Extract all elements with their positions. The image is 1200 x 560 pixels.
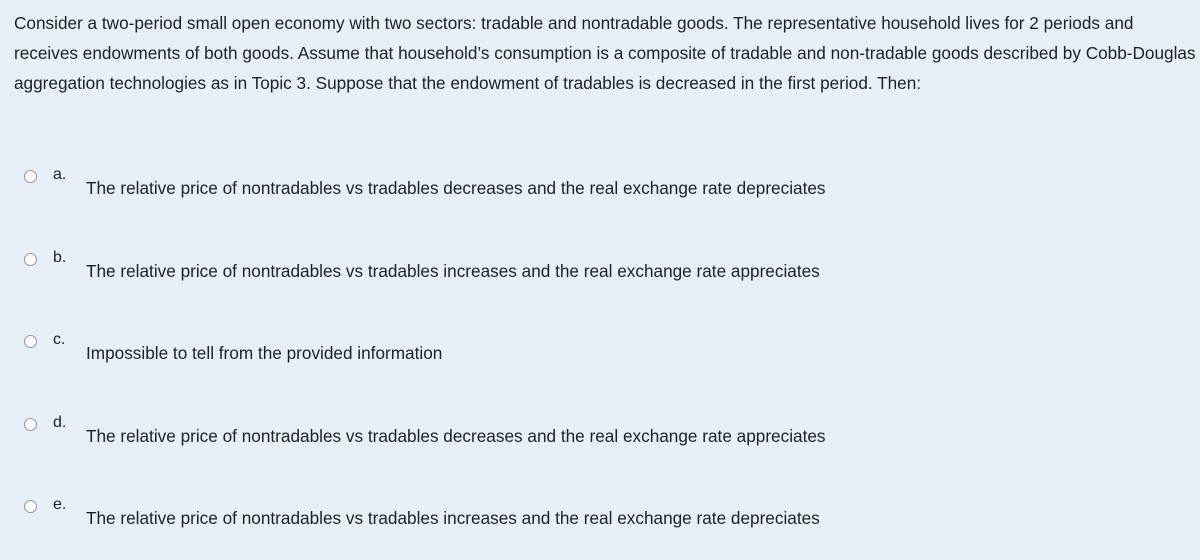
option-d[interactable]: [0, 414, 1200, 478]
option-b-radio[interactable]: [24, 253, 37, 266]
option-d-text: The relative price of nontradables vs tradables decreases and the real exchange rate appreciates: [86, 426, 826, 446]
option-a-radio[interactable]: [24, 170, 37, 183]
option-e-text: The relative price of nontradables vs tradables increases and the real exchange rate depreciates: [86, 508, 820, 528]
option-e[interactable]: [0, 496, 1200, 560]
option-c-text: Impossible to tell from the provided information: [86, 343, 443, 363]
option-c[interactable]: [0, 331, 1200, 395]
option-b-text: The relative price of nontradables vs tradables increases and the real exchange rate appreciates: [86, 261, 820, 281]
option-d-radio[interactable]: [24, 418, 37, 431]
option-d-letter: d.: [53, 414, 67, 431]
option-a-text: The relative price of nontradables vs tradables decreases and the real exchange rate depreciates: [86, 178, 826, 198]
option-c-letter: c.: [53, 331, 66, 348]
option-a-letter: a.: [53, 166, 67, 183]
option-e-radio[interactable]: [24, 500, 37, 513]
option-b-letter: b.: [53, 249, 67, 266]
option-c-radio[interactable]: [24, 335, 37, 348]
question-text: Consider a two-period small open economy with two sectors: tradable and nontradable goods. The representative household lives for 2 periods and receives endowments of both goods. Assume that household’s consumption is a composite of tradable and non-tradable goods described by Cobb-Douglas aggregation technologies as in Topic 3. Suppose that the endowment of tradables is decreased in the first period. Then:: [14, 13, 1196, 93]
option-b[interactable]: [0, 249, 1200, 313]
option-e-letter: e.: [53, 496, 67, 513]
option-a[interactable]: [0, 166, 1200, 230]
